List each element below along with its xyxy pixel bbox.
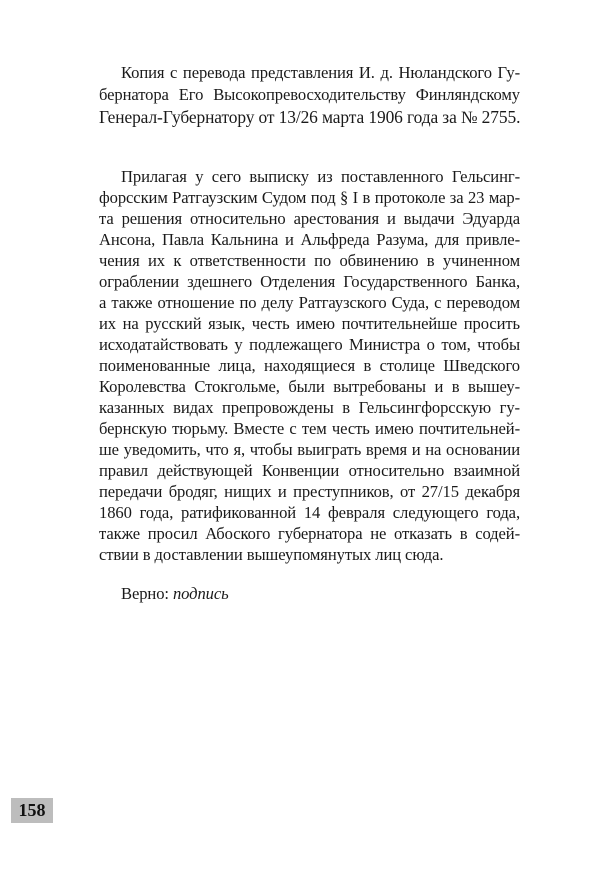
body-line: Прилагая у сего выписку из поставленного Гельсинг- bbox=[121, 167, 520, 186]
body-line: чения их к ответственности по обвинению в учиненном bbox=[99, 251, 520, 270]
verification-label: Верно: bbox=[121, 584, 173, 603]
body-line: Ансона, Павла Кальнина и Альфреда Разума, для привле- bbox=[99, 230, 520, 249]
body-line: та решения относительно арестования и выдачи Эдуарда bbox=[99, 209, 520, 228]
body-line: форсским Ратгаузским Судом под § I в протоколе за 23 мар- bbox=[99, 188, 520, 207]
page-number: 158 bbox=[11, 798, 53, 823]
title-line: Генерал-Губернатору от 13/26 марта 1906 года за № 2755. bbox=[99, 107, 521, 127]
body-line: исходатайствовать у подлежащего Министра о том, чтобы bbox=[99, 335, 520, 354]
verification-line bbox=[121, 584, 229, 604]
title-line: бернатора Его Высокопревосходительству Финляндскому bbox=[99, 85, 520, 104]
body-line: поименованные лица, находящиеся в столице Шведского bbox=[99, 356, 520, 375]
body-line: Королевства Стокгольме, были вытребованы и в вышеу- bbox=[99, 377, 520, 396]
body-line: ствии в доставлении вышеупомянутых лиц сюда. bbox=[99, 545, 444, 564]
body-line: правил действующей Конвенции относительно взаимной bbox=[99, 461, 520, 480]
body-line: передачи бродяг, нищих и преступников, от 27/15 декабря bbox=[99, 482, 520, 501]
signature-note: подпись bbox=[172, 584, 229, 603]
body-line: а также отношение по делу Ратгаузского Суда, с переводом bbox=[99, 293, 520, 312]
title-line: Копия с перевода представления И. д. Нюландского Гу- bbox=[121, 63, 520, 82]
body-line: бернскую тюрьму. Вместе с тем честь имею почтительней- bbox=[99, 419, 520, 438]
body-line: ограблении здешнего Отделения Государственного Банка, bbox=[99, 272, 520, 291]
body-line: также просил Абоского губернатора не отказать в содей- bbox=[99, 524, 520, 543]
body-line: ше уведомить, что я, чтобы выиграть время и на основании bbox=[99, 440, 520, 459]
body-line: казанных видах препровождены в Гельсингфорсскую гу- bbox=[99, 398, 520, 417]
body-line: 1860 года, ратификованной 14 февраля следующего года, bbox=[99, 503, 520, 522]
body-line: их на русский язык, честь имею почтительнейше просить bbox=[99, 314, 520, 333]
